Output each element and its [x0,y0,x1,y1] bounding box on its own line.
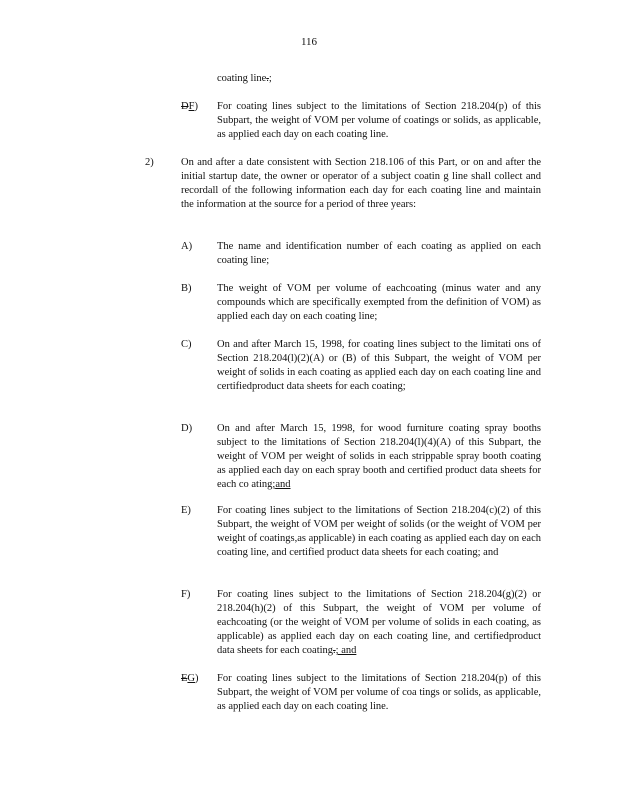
subitem-f-text [217,588,541,658]
subitem-b-text: The weight of VOM per volume of eachcoating (minus water and any compounds which are specifically exempted from the definition of VOM) as applied each day on each coating line; [217,283,541,322]
subitem-d-text [217,422,541,492]
continuation-text: coating line [217,73,267,84]
subitem-c-text: On and after March 15, 1998, for coating lines subject to the limitati ons of Section 218.204(l)(2)(A) or (B) of this Subpart, the weight of VOM per weight of solids in each coating as applied each day on each coating line and certifiedproduct data sheets for each coating; [217,339,541,392]
continuation-line [217,72,272,86]
subitem-f-tail-under: ; and [335,645,357,656]
top-item-label [181,100,211,114]
last-item-label [181,672,211,686]
subitem-d-body: On and after March 15, 1998, for wood furniture coating spray booths subject to the limitations of Section 218.204(l)(4)(A) of this Subpart, the weight of VOM per weight of solids in each strippable spray booth coating as applied each day on each spray booth and certified product data sheets for each co ating [217,423,541,490]
subitem-d-tail-strike: and [275,479,291,490]
continuation-end: ; [268,73,272,84]
top-label-under: F [188,101,195,112]
last-label-strike: E [181,673,188,684]
item-2-text: On and after a date consistent with Section 218.106 of this Part, or on and after the initial startup date, the owner or operator of a subject coatin g line shall collect and recordall of the following information each day for each coating line and maintain the information at the source for a period of three years: [181,157,541,210]
subitem-b-label: B) [181,283,192,294]
last-item-text: For coating lines subject to the limitations of Section 218.204(p) of this Subpart, the weight of VOM per volume of coa tings or solids, as applicable, as applied each day on each coating line. [217,673,541,712]
subitem-e-label: E) [181,505,191,516]
item-2-label: 2) [145,157,154,168]
top-item-text: For coating lines subject to the limitations of Section 218.204(p) of this Subpart, the weight of VOM per volume of coatings or solids, as applicable, as applied each day on each coating line. [217,101,541,140]
top-label-strike: D [181,101,189,112]
subitem-f-label: F) [181,589,191,600]
last-label-end: ) [195,673,199,684]
top-label-end: ) [194,101,198,112]
subitem-d-tail-under: ; [272,479,276,490]
subitem-a-text: The name and identification number of each coating as applied on each coating line; [217,241,541,266]
subitem-d-label: D) [181,423,193,434]
page-number: 116 [300,36,318,48]
last-label-under: G [187,673,196,684]
subitem-f-body: For coating lines subject to the limitations of Section 218.204(g)(2) or 218.204(h)(2) of this Subpart, the weight of VOM per volume of eachcoating (or the weight of VOM per volume of solids in each coating, as applicable) as applied each day on each coating line, and certifiedproduct data sheets for each coating [217,589,541,656]
subitem-e-text: For coating lines subject to the limitations of Section 218.204(c)(2) of this Subpart, the weight of VOM per weight of solids (or the weight of VOM per weight of coatings,as applicable) in each coating as applied each day on each coating line, and certified product data sheets for each coating; and [217,505,541,558]
continuation-strike: . [266,73,269,84]
subitem-a-label: A) [181,241,193,252]
subitem-c-label: C) [181,339,192,350]
subitem-f-tail-strike: . [333,645,336,656]
